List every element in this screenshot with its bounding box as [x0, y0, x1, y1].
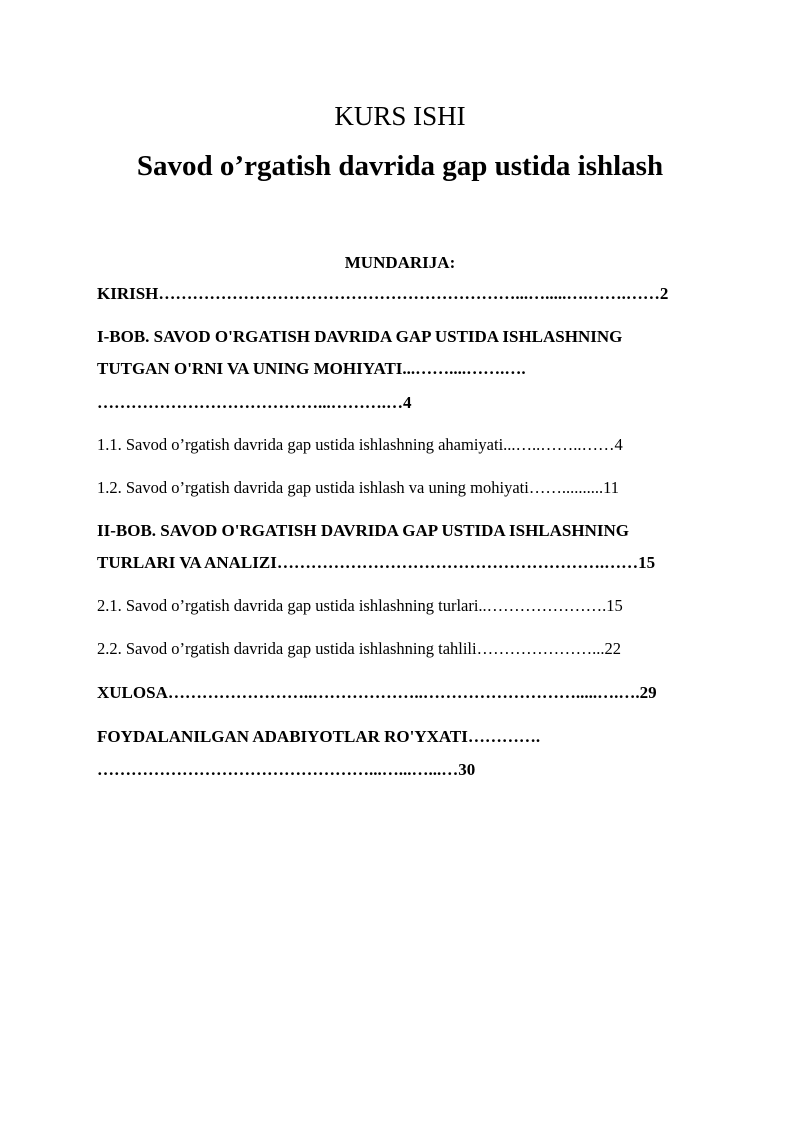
toc-entry-chapter-2-line-1: II-BOB. SAVOD O'RGATISH DAVRIDA GAP USTIDA ISHLASHNING — [97, 521, 629, 540]
toc-entry-references-line-2: …………………………………………...…...…...…30 — [97, 760, 476, 779]
toc-entry-introduction: KIRISH………………………………………………………...….....….…….……2 — [97, 284, 669, 303]
toc-entry-conclusion: XULOSA……………………..………………..……………………….....….….29 — [97, 683, 657, 702]
toc-entry-references-line-1: FOYDALANILGAN ADABIYOTLAR RO'YXATI…………. — [97, 727, 541, 746]
toc-heading: MUNDARIJA: — [344, 253, 456, 272]
document-type: KURS ISHI — [334, 101, 466, 131]
toc-entry-section-2-1: 2.1. Savod o’rgatish davrida gap ustida ishlashning turlari..………………….15 — [97, 596, 623, 615]
toc-entry-section-1-2: 1.2. Savod o’rgatish davrida gap ustida ishlash va uning mohiyati……..........11 — [97, 478, 619, 497]
toc-entry-chapter-1-line-3: …………………………………...……….…4 — [97, 393, 412, 412]
toc-entry-chapter-1-line-1: I-BOB. SAVOD O'RGATISH DAVRIDA GAP USTIDA ISHLASHNING — [97, 327, 623, 346]
toc-entry-section-2-2: 2.2. Savod o’rgatish davrida gap ustida ishlashning tahlili…………………...22 — [97, 639, 621, 658]
toc-entry-section-1-1: 1.1. Savod o’rgatish davrida gap ustida ishlashning ahamiyati...…..……..……4 — [97, 435, 623, 454]
toc-entry-chapter-1-line-2: TUTGAN O'RNI VA UNING MOHIYATI...……....…….…. — [97, 359, 526, 378]
toc-entry-chapter-2-line-2: TURLARI VA ANALIZI………………………………………………….……15 — [97, 553, 656, 572]
document-title: Savod o’rgatish davrida gap ustida ishlash — [136, 150, 664, 182]
